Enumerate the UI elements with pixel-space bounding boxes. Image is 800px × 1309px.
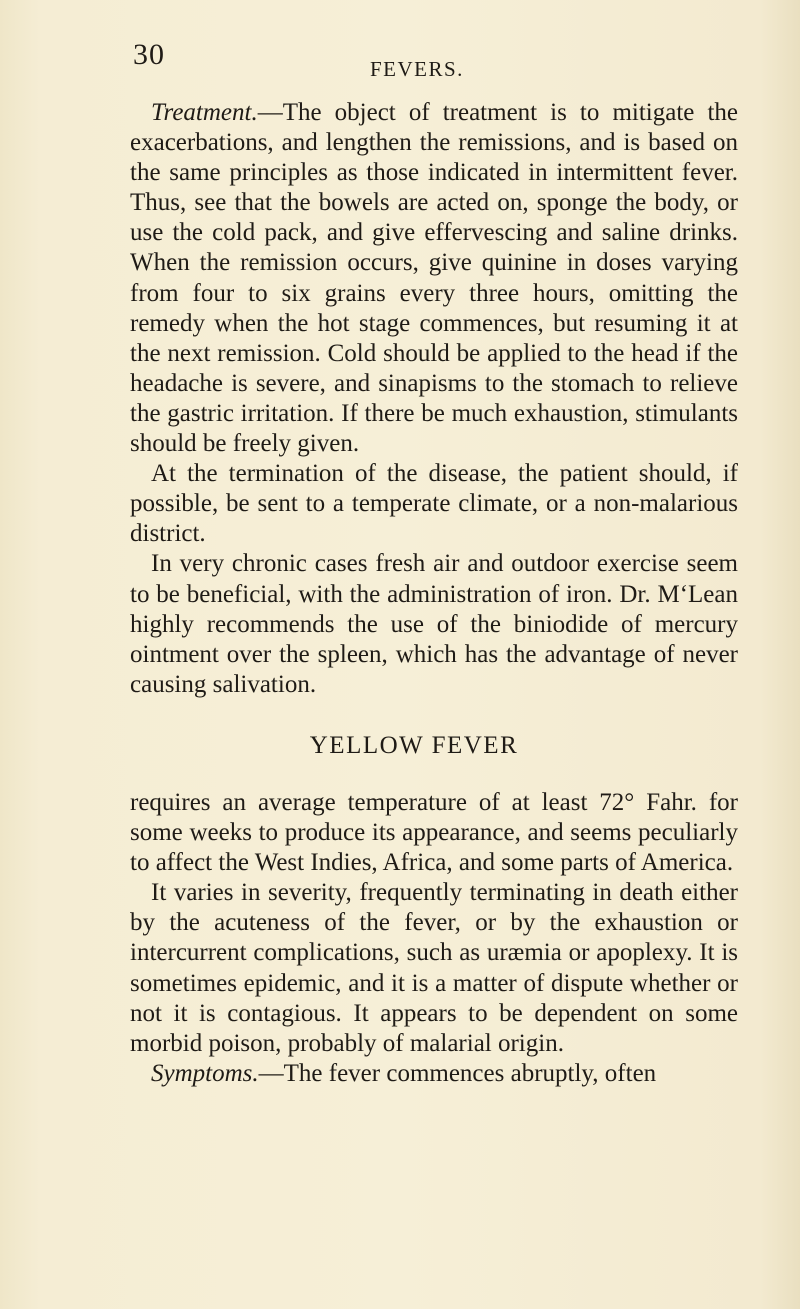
yellow-fever-intro-paragraph: requires an average temperature of at least 72° Fahr. for some weeks to produce its appearance, and seems peculiarly to affect the West Indies, Africa, and some parts of America.: [130, 788, 738, 877]
treatment-text: —The object of treatment is to mitigate the exacerbations, and lengthen the remissions, and is based on the same principles as those indicated in intermittent fever. Thus, see that the bowels are acted on, sponge the body, or use the cold pack, and give effervescing and saline drinks. When the remission occurs, give quinine in doses varying from four to six grains every three hours, omitting the remedy when the hot stage commences, but resuming it at the next remission. Cold should be applied to the head if the headache is severe, and sinapisms to the stomach to relieve the gastric irritation. If there be much exhaustion, stimulants should be freely given.: [130, 99, 738, 458]
yellow-fever-severity-paragraph: It varies in severity, frequently terminating in death either by the acuteness of the fever, or by the exhaustion or intercurrent complications, such as uræmia or apoplexy. It is sometimes epidemic, and it is a matter of dispute whether or not it is contagious. It appears to be dependent on some morbid poison, probably of malarial origin.: [130, 879, 738, 1057]
symptoms-paragraph: [130, 1059, 738, 1089]
treatment-paragraph: [130, 98, 738, 459]
page-number: 30: [133, 38, 165, 71]
body-text: [130, 98, 738, 1089]
treatment-label: Treatment.: [151, 99, 258, 126]
termination-paragraph: At the termination of the disease, the patient should, if possible, be sent to a temperate climate, or a non-malarious district.: [130, 460, 738, 548]
symptoms-text: —The fever commences abruptly, often: [258, 1059, 657, 1087]
chronic-cases-paragraph: In very chronic cases fresh air and outdoor exercise seem to be beneficial, with the administration of iron. Dr. M‘Lean highly recommends the use of the biniodide of mercury ointment over the spleen, which has the advantage of never causing salivation.: [130, 550, 738, 698]
section-heading-yellow-fever: YELLOW FEVER: [309, 731, 519, 759]
symptoms-label: Symptoms.: [151, 1059, 259, 1087]
running-head: FEVERS.: [370, 57, 464, 81]
